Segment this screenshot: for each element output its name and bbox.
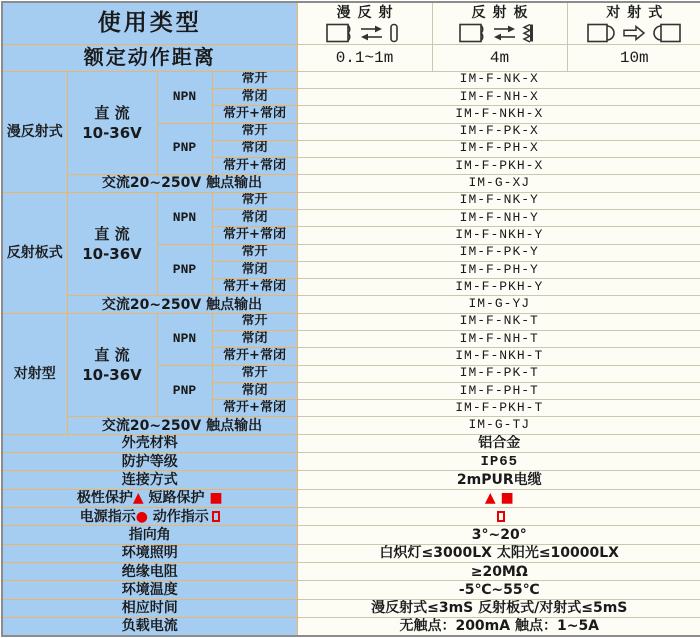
spec-value: 铝合金: [297, 434, 700, 452]
section-label-retroreflective: 反射板式: [2, 192, 67, 313]
spec-row-response-time: [2, 599, 700, 617]
short-circuit-protection-label: 短路保护: [148, 490, 205, 507]
spec-value: 3°~20°: [297, 526, 700, 544]
mode-cell: 常开: [212, 192, 297, 209]
spec-value: 漫反射式≤3mS 反射板式/对射式≤5mS: [297, 599, 700, 617]
dc-label: 直 流: [94, 345, 130, 364]
model-cell: IM-F-NK-Y: [297, 192, 700, 209]
model-cell: IM-F-PK-X: [297, 123, 700, 140]
table-row: [2, 313, 700, 330]
circle-icon: ●: [135, 508, 148, 525]
npn-cell: NPN: [157, 71, 212, 123]
ac-output-cell: 交流20~250V 触点输出: [67, 175, 297, 192]
action-indicator-icon: [212, 511, 220, 522]
square-icon: ■: [209, 490, 223, 507]
spec-row-temperature: [2, 581, 700, 599]
table-row: [2, 417, 700, 434]
dc-supply-cell: [67, 71, 157, 175]
spec-label: [2, 489, 297, 507]
mode-cell: 常开: [212, 244, 297, 261]
column-label-through-beam: 对射式: [606, 4, 670, 21]
spec-label: 连接方式: [2, 471, 297, 489]
spec-label: 绝缘电阻: [2, 562, 297, 580]
distance-through-beam: 10m: [567, 45, 700, 71]
spec-value: -5℃~55℃: [297, 581, 700, 599]
spec-value: 白炽灯≤3000LX 太阳光≤10000LX: [297, 544, 700, 562]
rated-distance-row: [2, 45, 700, 71]
column-header-diffuse: [297, 2, 432, 45]
mode-cell: 常闭: [212, 382, 297, 399]
npn-cell: NPN: [157, 313, 212, 365]
dc-supply-cell: [67, 313, 157, 417]
dc-voltage: 10-36V: [82, 366, 142, 385]
mode-cell: 常闭: [212, 331, 297, 348]
spec-row-beam-angle: [2, 526, 700, 544]
spec-label: [2, 508, 297, 526]
model-cell: IM-F-PKH-T: [297, 400, 700, 417]
model-cell: IM-F-NK-X: [297, 71, 700, 88]
dc-supply-cell: [67, 192, 157, 296]
model-cell: IM-F-PKH-Y: [297, 279, 700, 296]
model-cell: IM-F-NKH-Y: [297, 227, 700, 244]
section-label-through-beam: 对射型: [2, 313, 67, 434]
mode-cell: 常开: [212, 313, 297, 330]
model-cell: IM-G-YJ: [297, 296, 700, 313]
model-cell: IM-F-PH-X: [297, 140, 700, 157]
npn-cell: NPN: [157, 192, 212, 244]
retroreflective-mode-icon: [433, 22, 567, 44]
model-cell: IM-F-PH-Y: [297, 261, 700, 278]
column-header-retroreflective: [432, 2, 567, 45]
distance-diffuse: 0.1~1m: [297, 45, 432, 71]
mode-cell: 常开+常闭: [212, 279, 297, 296]
table-row: [2, 296, 700, 313]
mode-cell: 常闭: [212, 210, 297, 227]
ac-output-cell: 交流20~250V 触点输出: [67, 417, 297, 434]
model-cell: IM-F-NH-X: [297, 88, 700, 105]
spec-label: 负载电流: [2, 617, 297, 636]
spec-row-indicators: [2, 508, 700, 526]
spec-row-polarity-protection: [2, 489, 700, 507]
mode-cell: 常闭: [212, 261, 297, 278]
mode-cell: 常闭: [212, 140, 297, 157]
action-indicator-icon: [497, 511, 505, 522]
model-cell: IM-F-PK-T: [297, 365, 700, 382]
spec-value: ≥20MΩ: [297, 562, 700, 580]
dc-label: 直 流: [94, 224, 130, 243]
mode-cell: 常开+常闭: [212, 348, 297, 365]
spec-row-protection-rating: [2, 453, 700, 471]
pnp-cell: PNP: [157, 365, 212, 417]
spec-row-connection: [2, 471, 700, 489]
column-label-diffuse: 漫反射: [336, 4, 400, 21]
mode-cell: 常开+常闭: [212, 106, 297, 123]
model-cell: IM-F-NH-T: [297, 331, 700, 348]
spec-row-insulation: [2, 562, 700, 580]
mode-cell: 常开+常闭: [212, 158, 297, 175]
spec-row-load-current: [2, 617, 700, 636]
model-cell: IM-G-XJ: [297, 175, 700, 192]
usage-type-row: [2, 2, 700, 45]
pnp-cell: PNP: [157, 244, 212, 296]
mode-cell: 常开+常闭: [212, 227, 297, 244]
ac-output-cell: 交流20~250V 触点输出: [67, 296, 297, 313]
model-cell: IM-F-PH-T: [297, 382, 700, 399]
usage-type-header: 使用类型: [2, 2, 297, 45]
column-label-retroreflective: 反射板: [471, 4, 535, 21]
action-indicator-label: 动作指示: [152, 508, 209, 525]
power-indicator-label: 电源指示: [79, 508, 136, 525]
diffuse-mode-icon: [298, 22, 432, 44]
distance-header: 额定动作距离: [2, 45, 297, 71]
model-cell: IM-F-NKH-X: [297, 106, 700, 123]
spec-value: ▲ ■: [297, 489, 700, 507]
mode-cell: 常开: [212, 123, 297, 140]
triangle-icon: ▲: [132, 490, 144, 507]
model-cell: IM-F-NKH-T: [297, 348, 700, 365]
table-row: [2, 175, 700, 192]
model-cell: IM-G-TJ: [297, 417, 700, 434]
spec-label: 环境照明: [2, 544, 297, 562]
through-beam-mode-icon: [568, 22, 700, 44]
spec-label: 相应时间: [2, 599, 297, 617]
mode-cell: 常开: [212, 71, 297, 88]
mode-cell: 常开+常闭: [212, 400, 297, 417]
section-label-diffuse: 漫反射式: [2, 71, 67, 192]
table-row: [2, 192, 700, 209]
spec-value: IP65: [297, 453, 700, 471]
dc-voltage: 10-36V: [82, 245, 142, 264]
model-cell: IM-F-PKH-X: [297, 158, 700, 175]
distance-retroreflective: 4m: [432, 45, 567, 71]
dc-label: 直 流: [94, 103, 130, 122]
spec-label: 外壳材料: [2, 434, 297, 452]
mode-cell: 常闭: [212, 88, 297, 105]
spec-label: 防护等级: [2, 453, 297, 471]
pnp-cell: PNP: [157, 123, 212, 175]
dc-voltage: 10-36V: [82, 124, 142, 142]
spec-label: 环境温度: [2, 581, 297, 599]
sensor-spec-table: [1, 1, 700, 637]
spec-value: 无触点：200mA 触点：1~5A: [297, 617, 700, 636]
spec-label: 指向角: [2, 526, 297, 544]
column-header-through-beam: [567, 2, 700, 45]
table-row: [2, 71, 700, 88]
polarity-protection-label: 极性保护: [76, 490, 133, 507]
model-cell: IM-F-NK-T: [297, 313, 700, 330]
model-cell: IM-F-PK-Y: [297, 244, 700, 261]
spec-value: [297, 508, 700, 526]
model-cell: IM-F-NH-Y: [297, 210, 700, 227]
spec-row-housing: [2, 434, 700, 452]
mode-cell: 常开: [212, 365, 297, 382]
spec-row-ambient-light: [2, 544, 700, 562]
spec-value: 2mPUR电缆: [297, 471, 700, 489]
